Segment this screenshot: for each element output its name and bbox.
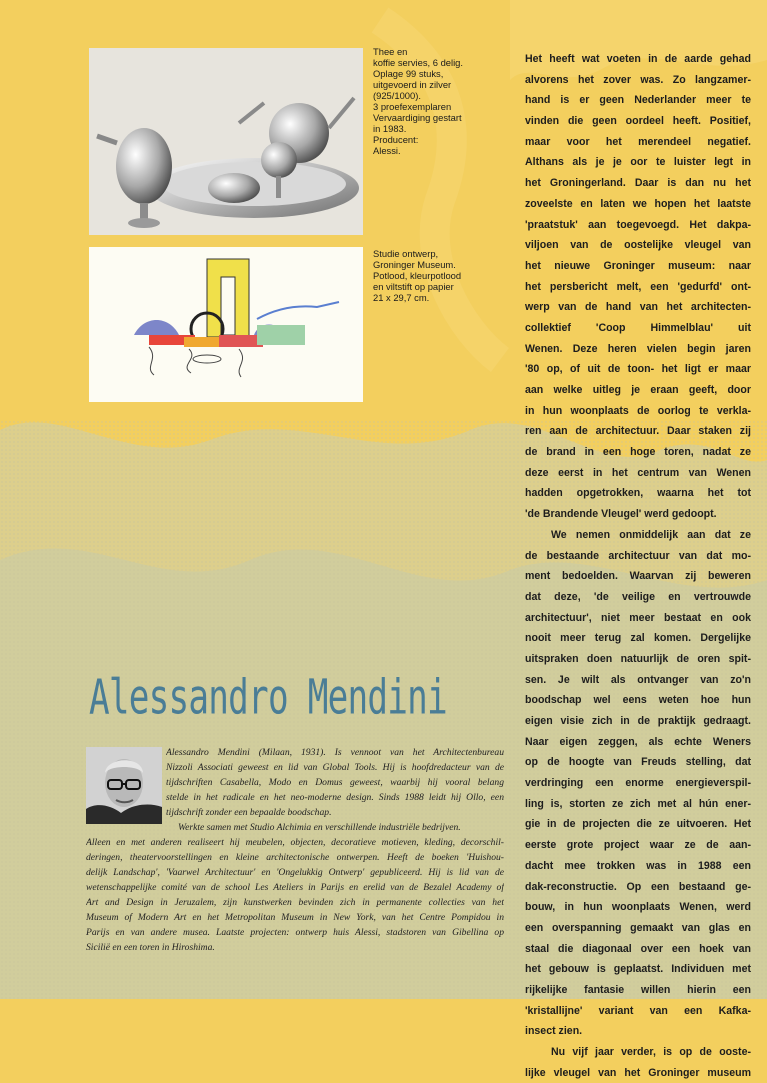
bio-line: Alessandro Mendini (Milaan, 1931). Is vennoot van het Architectenbureau: [166, 747, 504, 758]
bio-line: Nizzoli Associati geweest en lid van Global Tools. Hij is hoofdredacteur van de: [166, 762, 504, 773]
article-line: 'kristallijne' variant van een Kafka-: [525, 1004, 751, 1017]
article-line: eigen visie zich in de praktijk gedraagt.: [525, 715, 751, 727]
article-line: het nieuwe Groninger museum: naar: [525, 259, 751, 272]
tea-set-image: [89, 48, 363, 235]
article-line: in hun woonplaats de oorlog te verkla-: [525, 404, 751, 417]
caption-line: Groninger Museum.: [373, 259, 456, 270]
bio-line: Alleen en met anderen realiseert hij meubelen, objecten, decoratieve motieven, kleding, decorschil-: [86, 837, 504, 848]
bio-line: tijdschrift zonder een bepaalde boodschap.: [166, 807, 332, 818]
article-line: hand is er geen Nederlander meer te: [525, 94, 751, 107]
article-line: een overspanning gemaakt van glas en: [525, 921, 751, 934]
page-title: Alessandro Mendini: [89, 669, 447, 726]
caption-line: 21 x 29,7 cm.: [373, 292, 430, 303]
article-line: zoveelste en laten we hopen het laatste: [525, 197, 751, 210]
bio-line: stelde in het radicale en het neo-moderne design. Sinds 1988 leidt hij Ollo, een: [166, 792, 504, 803]
article-line: ling is, storten ze zich met al hún ener-: [525, 797, 751, 810]
caption-line: Alessi.: [373, 145, 401, 156]
caption-line: Oplage 99 stuks,: [373, 68, 444, 79]
article-line: Nu vijf jaar verder, is op de ooste-: [551, 1046, 751, 1058]
article-line: alvorens het zover was. Zo langzamer-: [525, 73, 751, 86]
article-line: dacht mee trokken was in 1988 een: [525, 859, 751, 872]
article-line: architectuur', niet meer bestaat en ook: [525, 611, 751, 624]
tea-set-caption: [373, 46, 463, 156]
article-line: dak-reconstructie. Op een bestaand ge-: [525, 880, 751, 893]
article-line: verdringing een enorme energieverspil-: [525, 777, 751, 790]
article-line: 'praatstuk' aan toegevoegd. Het dakpa-: [525, 218, 751, 231]
article-line: ment bedoelden. Waarvan zij beweren: [525, 570, 751, 583]
article-line: maar voor het merendeel negatief.: [525, 135, 751, 148]
article-line: deze eerst in het centrum van Wenen: [525, 466, 751, 479]
article-line: de bestaande architectuur van dat mo-: [525, 549, 751, 562]
bio-line: Parijs en van andere musea. Laatste projecten: ontwerp huis Alessi, stadstoren van Gibellina op: [86, 927, 504, 938]
article-line: gie in de projecten die ze uitvoeren. Het: [525, 818, 751, 831]
article-line: werp van de hand van het architecten-: [525, 301, 751, 314]
article-line: '80 op, of uit de toon- het ligt er maar: [525, 363, 751, 376]
article-column: [525, 49, 751, 1083]
article-line: collektief 'Coop Himmelblau' uit: [525, 321, 751, 334]
bio-line: delijk Landschap', 'Vaarwel Architectuur' en 'Ongelukkig Ontwerp' gepubliceerd. Hij is lid van de: [86, 867, 504, 878]
article-line: het persbericht melt, een 'gedurfd' ont-: [525, 280, 751, 293]
article-line: insect zien.: [525, 1025, 583, 1038]
bio-line: tijdschriften Casabella, Modo en Domus geweest, waarbij hij vooral belang: [166, 777, 504, 788]
article-line: Althans als je je oor te luister legt in: [525, 156, 751, 169]
article-line: uitspraken doen natuurlijk de oren spit-: [525, 652, 751, 665]
article-line: dat deze, 'de veilige en vertrouwde: [525, 590, 751, 603]
caption-line: Potlood, kleurpotlood: [373, 270, 462, 281]
bio-line: deringen, theatervoorstellingen en kleine architectonische ontwerpen. Heeft de boeken 'Huishou-: [86, 852, 504, 863]
caption-line: (925/1000).: [373, 90, 421, 101]
article-line: Wenen. Deze heren vielen begin jaren: [525, 342, 751, 355]
article-line: rijkelijke fantasie willen hierin een: [525, 983, 751, 996]
article-line: viljoen van de oostelijke vleugel van: [525, 239, 751, 252]
bio-line: Museum of Modern Art en het Metropolitan Museum in New York, van het Centre Pompidou in: [86, 912, 504, 923]
bio-line: Werkte samen met Studio Alchimia en verschillende industriële bedrijven.: [178, 822, 461, 833]
article-line: ren aan de architectuur. Daar staken zij: [525, 425, 751, 438]
portrait-image: [86, 747, 162, 824]
article-line: staal die diagonaal over een hoek van: [525, 942, 751, 955]
article-line: bouw, in hun woonplaats Wenen, werd: [525, 901, 751, 914]
article-line: sen. Je wilt als ontvanger van zo'n: [525, 673, 751, 686]
article-line: vinden die geen oordeel heeft. Positief,: [525, 115, 751, 128]
article-line: We nemen onmiddelijk aan dat ze: [551, 528, 751, 541]
article-line: Naar eigen zeggen, als echte Weners: [525, 735, 751, 748]
bio-text: [86, 745, 504, 955]
article-line: het Groningerland. Daar is dan nu het: [525, 177, 751, 190]
caption-line: 3 proefexemplaren: [373, 101, 452, 112]
bio-line: wetenschappelijke comité van de school Les Ateliers in Parijs en erelid van de Bezalel Academy of: [86, 882, 504, 893]
tea-set-photo: [89, 48, 363, 235]
bio-line: Art and Design in Jeruzalem, zijn kunstwerken bevinden zich in permanente collecties van het: [86, 897, 504, 908]
article-line: aan welke uitleg je eraan geeft, door: [525, 384, 751, 396]
caption-line: Vervaardiging gestart: [373, 112, 462, 123]
sketch-caption: [373, 248, 461, 303]
caption-line: Producent:: [373, 134, 419, 145]
article-line: op de hoogte van Freuds stelling, dat: [525, 756, 751, 769]
article-line: boodschap wel eens weten hoe hun: [525, 694, 751, 707]
article-line: lijke vleugel van het Groninger museum: [525, 1066, 751, 1079]
portrait-photo: [86, 747, 162, 824]
architecture-sketch: [89, 247, 363, 402]
caption-line: Studie ontwerp,: [373, 248, 439, 259]
article-line: het gebouw is geplaatst. Individuen met: [525, 963, 751, 976]
sketch-photo: [89, 247, 363, 402]
bio-line: Sicilië en een toren in Hiroshima.: [86, 942, 215, 953]
caption-line: koffie servies, 6 delig.: [373, 57, 463, 68]
article-line: eerste grote project waar ze de aan-: [525, 839, 751, 852]
caption-line: Thee en: [373, 46, 408, 57]
article-line: de brand in een hoge toren, nadat ze: [525, 446, 751, 459]
article-line: hadden opgetrokken, waarna het tot: [525, 487, 751, 500]
caption-line: uitgevoerd in zilver: [373, 79, 452, 90]
article-line: 'de Brandende Vleugel' werd gedoopt.: [525, 508, 717, 521]
article-line: Het heeft wat voeten in de aarde gehad: [525, 53, 751, 65]
article-line: nooit meer terug zal komen. Dergelijke: [525, 632, 751, 645]
caption-line: en viltstift op papier: [373, 281, 454, 292]
caption-line: in 1983.: [373, 123, 407, 134]
